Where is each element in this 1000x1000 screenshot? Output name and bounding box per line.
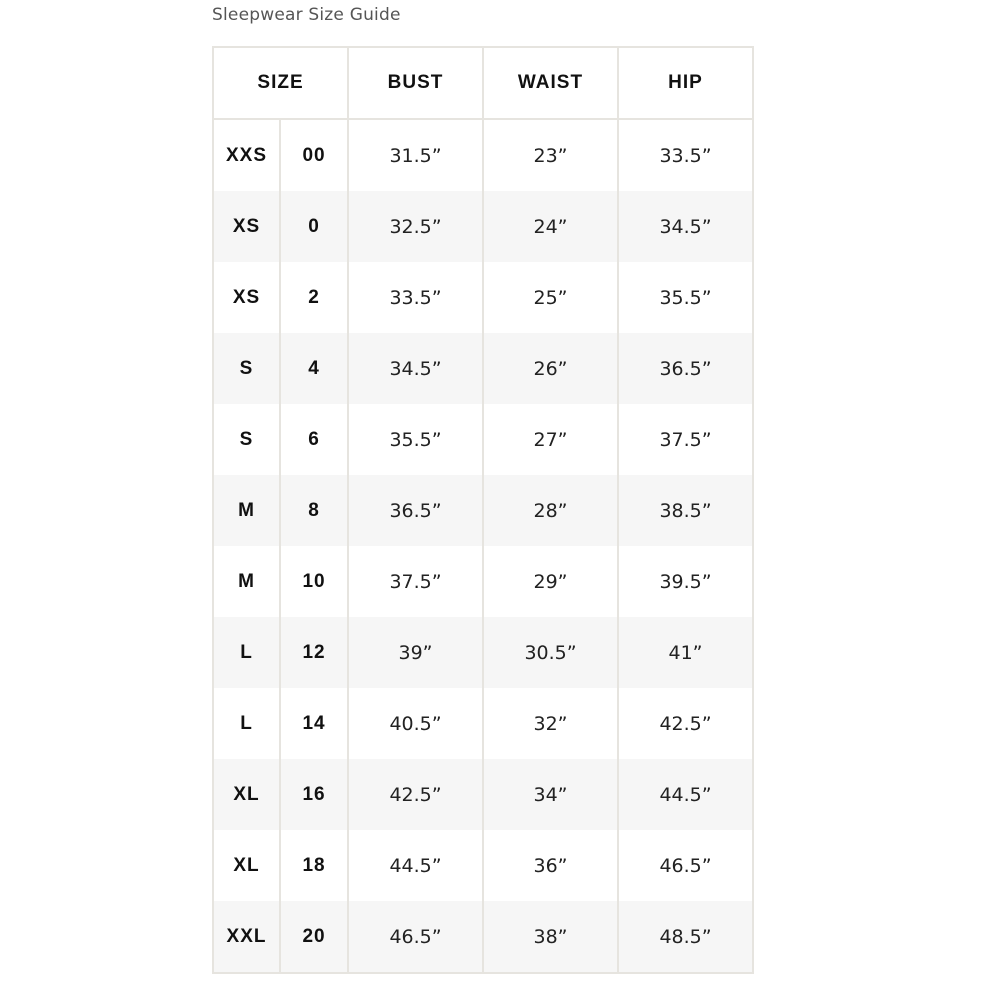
hip-value: 39.5”	[618, 546, 753, 617]
bust-value: 40.5”	[348, 688, 483, 759]
size-letter: M	[213, 475, 280, 546]
waist-value: 32”	[483, 688, 618, 759]
table-row	[213, 191, 753, 262]
hip-value: 38.5”	[618, 475, 753, 546]
size-guide-table	[212, 46, 754, 974]
table-row	[213, 901, 753, 973]
size-letter: XS	[213, 262, 280, 333]
waist-value: 27”	[483, 404, 618, 475]
hip-value: 33.5”	[618, 119, 753, 191]
size-number: 4	[280, 333, 348, 404]
bust-value: 46.5”	[348, 901, 483, 973]
header-hip: HIP	[618, 47, 753, 119]
size-letter: L	[213, 688, 280, 759]
page-title: Sleepwear Size Guide	[212, 5, 401, 25]
size-letter: XS	[213, 191, 280, 262]
hip-value: 36.5”	[618, 333, 753, 404]
table-header-row	[213, 47, 753, 119]
bust-value: 32.5”	[348, 191, 483, 262]
header-size: SIZE	[213, 47, 348, 119]
hip-value: 46.5”	[618, 830, 753, 901]
size-number: 0	[280, 191, 348, 262]
size-number: 8	[280, 475, 348, 546]
waist-value: 36”	[483, 830, 618, 901]
size-letter: XL	[213, 830, 280, 901]
size-letter: XL	[213, 759, 280, 830]
table-row	[213, 404, 753, 475]
hip-value: 44.5”	[618, 759, 753, 830]
size-number: 00	[280, 119, 348, 191]
table-row	[213, 475, 753, 546]
hip-value: 35.5”	[618, 262, 753, 333]
size-letter: S	[213, 404, 280, 475]
bust-value: 37.5”	[348, 546, 483, 617]
hip-value: 37.5”	[618, 404, 753, 475]
size-number: 20	[280, 901, 348, 973]
table-row	[213, 688, 753, 759]
size-letter: XXL	[213, 901, 280, 973]
size-number: 14	[280, 688, 348, 759]
table-row	[213, 262, 753, 333]
bust-value: 44.5”	[348, 830, 483, 901]
hip-value: 48.5”	[618, 901, 753, 973]
table-row	[213, 617, 753, 688]
table-row	[213, 333, 753, 404]
hip-value: 41”	[618, 617, 753, 688]
bust-value: 39”	[348, 617, 483, 688]
bust-value: 35.5”	[348, 404, 483, 475]
waist-value: 30.5”	[483, 617, 618, 688]
size-number: 2	[280, 262, 348, 333]
waist-value: 24”	[483, 191, 618, 262]
bust-value: 31.5”	[348, 119, 483, 191]
size-letter: XXS	[213, 119, 280, 191]
table-row	[213, 759, 753, 830]
waist-value: 34”	[483, 759, 618, 830]
header-waist: WAIST	[483, 47, 618, 119]
hip-value: 34.5”	[618, 191, 753, 262]
hip-value: 42.5”	[618, 688, 753, 759]
waist-value: 29”	[483, 546, 618, 617]
size-number: 6	[280, 404, 348, 475]
size-number: 16	[280, 759, 348, 830]
size-letter: L	[213, 617, 280, 688]
size-number: 18	[280, 830, 348, 901]
waist-value: 26”	[483, 333, 618, 404]
bust-value: 33.5”	[348, 262, 483, 333]
bust-value: 36.5”	[348, 475, 483, 546]
size-number: 10	[280, 546, 348, 617]
size-letter: S	[213, 333, 280, 404]
bust-value: 42.5”	[348, 759, 483, 830]
waist-value: 25”	[483, 262, 618, 333]
bust-value: 34.5”	[348, 333, 483, 404]
waist-value: 38”	[483, 901, 618, 973]
size-letter: M	[213, 546, 280, 617]
table-row	[213, 119, 753, 191]
header-bust: BUST	[348, 47, 483, 119]
waist-value: 23”	[483, 119, 618, 191]
waist-value: 28”	[483, 475, 618, 546]
size-number: 12	[280, 617, 348, 688]
table-row	[213, 830, 753, 901]
table-row	[213, 546, 753, 617]
